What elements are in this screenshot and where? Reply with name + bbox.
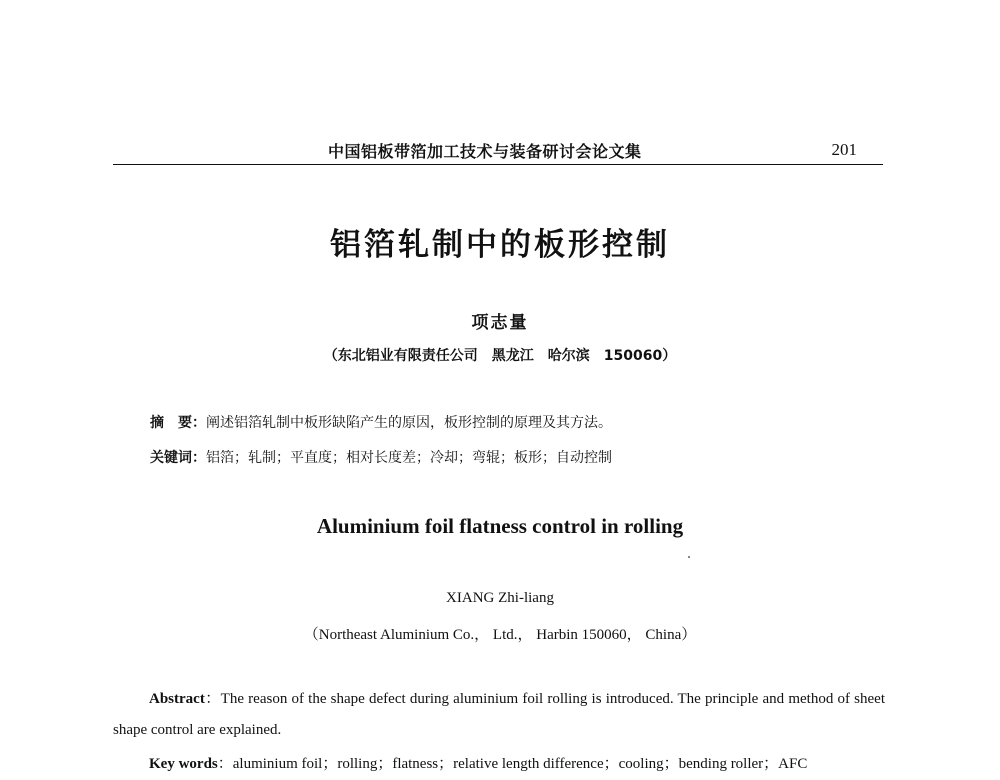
author-english: XIANG Zhi-liang bbox=[446, 590, 554, 606]
keywords-chinese-label: 关键词： bbox=[150, 450, 206, 466]
affiliation-english: （Northeast Aluminium Co.， Ltd.， Harbin 150060， China） bbox=[303, 627, 697, 643]
affiliation-chinese: （东北铝业有限责任公司 黑龙江 哈尔滨 150060） bbox=[323, 348, 677, 364]
abstract-chinese-label: 摘 要： bbox=[150, 415, 206, 431]
paper-title-english: Aluminium foil flatness control in rolling bbox=[316, 514, 684, 538]
paper-title-chinese: 铝箔轧制中的板形控制 bbox=[330, 227, 670, 263]
running-header bbox=[113, 137, 883, 163]
keywords-english bbox=[113, 749, 885, 780]
page-number: 201 bbox=[831, 140, 857, 159]
header-rule bbox=[113, 164, 883, 165]
keywords-english-text: ：aluminium foil；rolling；flatness；relative length difference；cooling；bending roller；AFC bbox=[217, 756, 808, 772]
abstract-chinese-text: 阐述铝箔轧制中板形缺陷产生的原因，板形控制的原理及其方法。 bbox=[206, 415, 612, 431]
journal-title: 中国铝板带箔加工技术与装备研讨会论文集 bbox=[328, 142, 642, 161]
keywords-english-label: Key words bbox=[149, 756, 218, 772]
abstract-english bbox=[113, 684, 885, 746]
abstract-chinese bbox=[150, 412, 612, 432]
abstract-english-text: ：The reason of the shape defect during aluminium foil rolling is introduced. The principle and method of sheet shape control are explained. bbox=[113, 691, 885, 738]
keywords-chinese-text: 铝箔；轧制；平直度；相对长度差；冷却；弯辊；板形；自动控制 bbox=[206, 450, 612, 466]
author-chinese: 项志量 bbox=[471, 313, 529, 333]
abstract-english-label: Abstract bbox=[149, 691, 205, 707]
keywords-chinese bbox=[150, 447, 612, 467]
scan-speck bbox=[688, 556, 690, 558]
